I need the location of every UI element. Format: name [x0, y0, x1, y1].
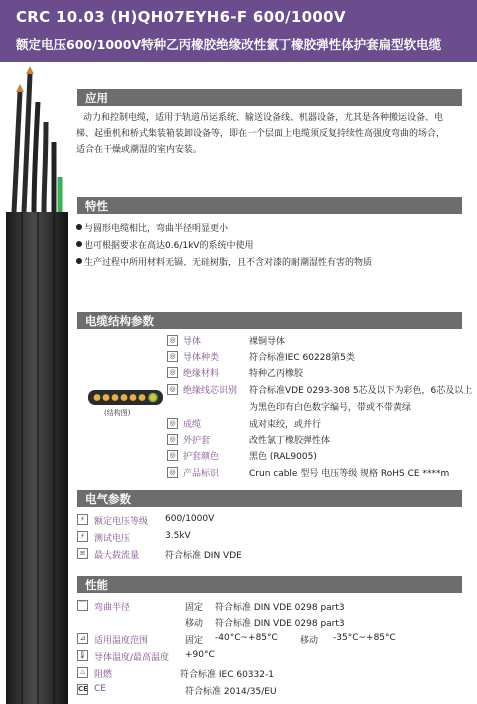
- ce-value: 符合标准 2014/35/EU: [185, 687, 277, 697]
- flame-icon: ♨: [77, 667, 88, 678]
- core-id-value-cont: 为黑色印有白色数字编号，带或不带黄绿: [249, 403, 412, 413]
- stranding-label: 成缆: [183, 420, 202, 430]
- product-code-title: CRC 10.03 (H)QH07EYH6-F 600/1000V: [16, 8, 346, 26]
- application-line-2: 梯、起重机和桥式集装箱装卸设备等，即在一个层面上电缆须反复持续性高强度弯曲的场合，: [76, 129, 446, 139]
- product-description-title: 额定电压600/1000V特种乙丙橡胶绝缘改性氯丁橡胶弹性体护套扁型软电缆: [16, 37, 442, 52]
- rated-voltage-label: 额定电压等级: [94, 517, 149, 527]
- insulation-label: 绝缘材料: [183, 369, 220, 379]
- core-id-icon: ◎: [167, 384, 178, 395]
- conductor-label: 导体: [183, 337, 202, 347]
- max-current-label: 最大载流量: [94, 551, 140, 561]
- cable-illustration: [0, 62, 70, 704]
- sheath-color-icon: ◎: [167, 450, 178, 461]
- stranding-icon: ◎: [167, 418, 178, 429]
- electrical-section-title: 电气参数: [77, 490, 462, 507]
- feature-item: 生产过程中所用材料无镉、无硅树脂，且不含对漆的耐潮湿性有害的物质: [76, 255, 372, 268]
- bullet-icon: [76, 224, 82, 230]
- flame-retardant-label: 阻燃: [94, 670, 113, 680]
- performance-section-title: 性能: [77, 576, 462, 593]
- marking-value: Crun cable 型号 电压等级 规格 RoHS CE ****m: [249, 469, 450, 479]
- diagram-caption: (结构图): [104, 409, 131, 417]
- sheath-color-label: 护套颜色: [183, 452, 220, 462]
- sheath-icon: ◎: [167, 434, 178, 445]
- conductor-value: 裸铜导体: [249, 337, 286, 347]
- temp-moving-label: 移动: [300, 636, 319, 646]
- thermometer-icon: 🌡: [78, 651, 87, 659]
- bend-fixed-label: 固定: [185, 603, 204, 613]
- feature-item: 也可根据要求在高达0.6/1kV的系统中使用: [76, 238, 253, 251]
- core-id-label: 绝缘线芯识别: [183, 386, 238, 396]
- temperature-icon: ⊿: [77, 633, 88, 644]
- voltage-icon: ⚡: [77, 514, 88, 525]
- max-current-value: 符合标准 DIN VDE: [165, 551, 242, 561]
- bend-moving-label: 移动: [185, 619, 204, 629]
- temp-fixed-label: 固定: [185, 636, 204, 646]
- bend-fixed-value: 符合标准 DIN VDE 0298 part3: [215, 603, 345, 613]
- bend-radius-label: 弯曲半径: [94, 603, 131, 613]
- conductor-temp-value: +90°C: [185, 650, 215, 660]
- conductor-type-label: 导体种类: [183, 353, 220, 363]
- marking-label: 产品标识: [183, 469, 220, 479]
- insulation-icon: ◎: [167, 367, 178, 378]
- sheath-color-value: 黑色 (RAL9005): [249, 452, 317, 462]
- temp-fixed-value: -40°C~+85°C: [215, 633, 278, 643]
- cross-section-diagram: [88, 390, 163, 405]
- core-dots-icon: [88, 390, 163, 405]
- test-voltage-value: 3.5kV: [165, 531, 191, 541]
- header-banner: [0, 0, 477, 62]
- feature-item: 与圆形电缆相比，弯曲半径明显更小: [76, 221, 228, 234]
- application-section-title: 应用: [77, 89, 462, 106]
- bend-moving-value: 符合标准 DIN VDE 0298 part3: [215, 619, 345, 629]
- conductor-temp-label: 导体温度/最高温度: [94, 653, 170, 663]
- conductor-icon: ◎: [167, 335, 178, 346]
- bullet-icon: [76, 258, 82, 264]
- ce-label: CE: [94, 684, 106, 694]
- stranding-value: 成对束绞，或并行: [249, 420, 322, 430]
- application-line-1: 动力和控制电缆，适用于轨道吊运系统、输送设备线、机器设备，尤其是各种搬运设备、电: [83, 113, 444, 123]
- conductor-type-icon: ◎: [167, 351, 178, 362]
- core-id-value: 符合标准VDE 0293-308 5芯及以下为彩色，6芯及以上: [249, 386, 473, 396]
- marking-icon: ◎: [167, 467, 178, 478]
- ce-mark-icon: CE: [78, 685, 88, 693]
- bullet-icon: [76, 241, 82, 247]
- conductor-type-value: 符合标准IEC 60228第5类: [249, 353, 355, 363]
- temperature-range-label: 适用温度范围: [94, 636, 149, 646]
- test-voltage-icon: ⚡: [77, 531, 88, 542]
- insulation-value: 特种乙丙橡胶: [249, 369, 304, 379]
- application-line-3: 适合在干燥或潮湿的室内安装。: [76, 145, 203, 155]
- features-section-title: 特性: [77, 197, 462, 214]
- sheath-value: 改性氯丁橡胶弹性体: [249, 436, 331, 446]
- structure-section-title: 电缆结构参数: [77, 312, 462, 329]
- test-voltage-label: 测试电压: [94, 534, 131, 544]
- rated-voltage-value: 600/1000V: [165, 514, 215, 524]
- sheath-label: 外护套: [183, 436, 211, 446]
- current-icon: ≡: [77, 548, 88, 559]
- flame-retardant-value: 符合标准 IEC 60332-1: [180, 670, 274, 680]
- bend-radius-icon: ⌒: [79, 601, 86, 609]
- temp-moving-value: -35°C~+85°C: [333, 633, 396, 643]
